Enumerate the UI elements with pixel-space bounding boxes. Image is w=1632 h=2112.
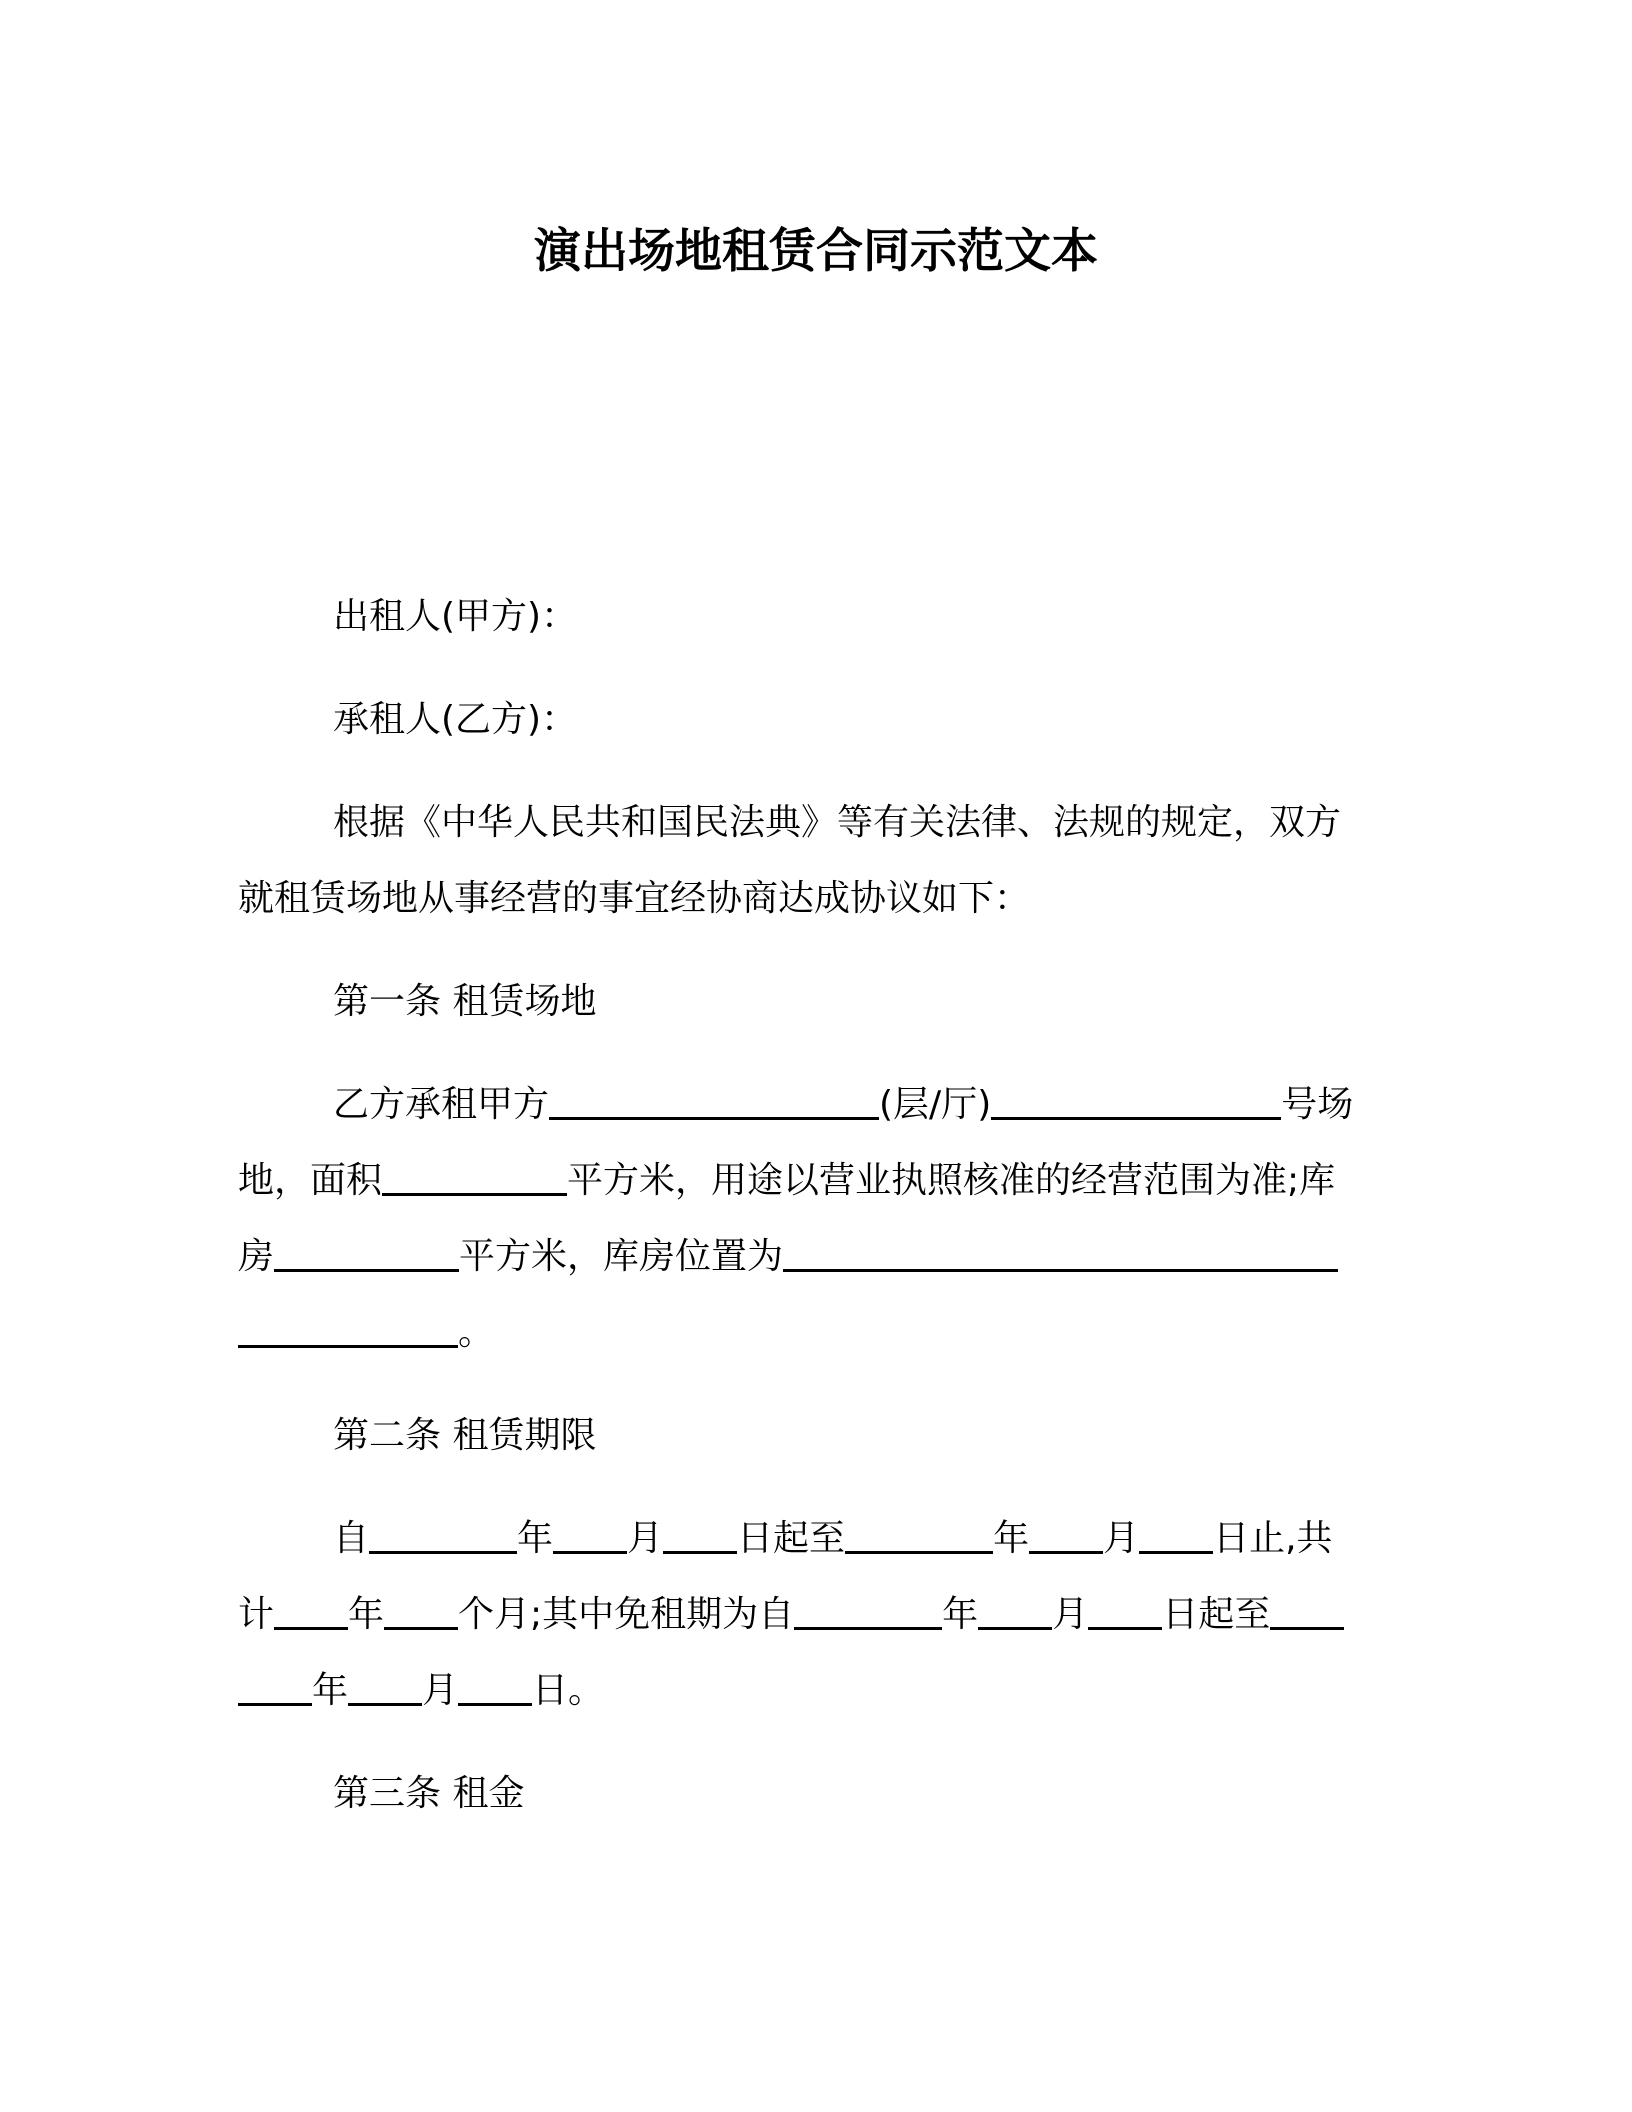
text-segment: 日。 bbox=[532, 1670, 605, 1711]
text-segment: 月 bbox=[627, 1518, 664, 1559]
article-1-line-1 bbox=[333, 1081, 1353, 1129]
lessee-label: 承租人(乙方)： bbox=[333, 699, 578, 740]
text-segment: 日起至 bbox=[1162, 1594, 1271, 1635]
article-2-line-2 bbox=[238, 1591, 1344, 1639]
article-1-line-4 bbox=[238, 1309, 494, 1357]
blank-field bbox=[794, 1595, 942, 1630]
text-segment: 年 bbox=[942, 1594, 979, 1635]
lessor-label: 出租人(甲方)： bbox=[333, 596, 578, 637]
article-1-line-3 bbox=[238, 1233, 1338, 1281]
text-segment: (层/厅) bbox=[879, 1084, 992, 1125]
blank-field bbox=[238, 1313, 458, 1348]
text-segment: 月 bbox=[1052, 1594, 1089, 1635]
text-segment: 号场 bbox=[1281, 1084, 1354, 1125]
text-segment: 年 bbox=[312, 1670, 349, 1711]
blank-field bbox=[369, 1519, 517, 1554]
text-segment: 房 bbox=[238, 1236, 275, 1277]
blank-field bbox=[783, 1237, 1338, 1272]
article-2-line-1 bbox=[333, 1515, 1333, 1563]
text-segment: 乙方承租甲方 bbox=[333, 1084, 550, 1125]
article-1-heading: 第一条 租赁场地 bbox=[333, 981, 597, 1022]
blank-field bbox=[1088, 1595, 1162, 1630]
blank-field bbox=[553, 1519, 627, 1554]
text-segment: 个月;其中免租期为自 bbox=[458, 1594, 795, 1635]
blank-field bbox=[845, 1519, 993, 1554]
blank-field bbox=[1270, 1595, 1344, 1630]
text-segment: 年 bbox=[348, 1594, 385, 1635]
blank-field bbox=[238, 1671, 312, 1706]
blank-field bbox=[458, 1671, 532, 1706]
blank-field bbox=[991, 1085, 1281, 1120]
blank-field bbox=[1029, 1519, 1103, 1554]
article-2-line-3 bbox=[238, 1667, 604, 1715]
text-segment: 年 bbox=[517, 1518, 554, 1559]
text-segment: 日止,共 bbox=[1213, 1518, 1333, 1559]
text-segment: 月 bbox=[422, 1670, 459, 1711]
preamble-line-2: 就租赁场地从事经营的事宜经协商达成协议如下： bbox=[238, 878, 1031, 919]
blank-field bbox=[1139, 1519, 1213, 1554]
text-segment: 。 bbox=[458, 1312, 495, 1353]
blank-field bbox=[663, 1519, 737, 1554]
text-segment: 计 bbox=[238, 1594, 275, 1635]
document-title: 演出场地租赁合同示范文本 bbox=[534, 224, 1098, 279]
article-3-heading: 第三条 租金 bbox=[333, 1773, 525, 1814]
text-segment: 自 bbox=[333, 1518, 370, 1559]
text-segment: 平方米，库房位置为 bbox=[459, 1236, 784, 1277]
text-segment: 平方米，用途以营业执照核准的经营范围为准;库 bbox=[567, 1160, 1336, 1201]
blank-field bbox=[549, 1085, 879, 1120]
text-segment: 日起至 bbox=[737, 1518, 846, 1559]
blank-field bbox=[978, 1595, 1052, 1630]
article-2-heading: 第二条 租赁期限 bbox=[333, 1415, 597, 1456]
preamble-line-1: 根据《中华人民共和国民法典》等有关法律、法规的规定，双方 bbox=[333, 802, 1342, 843]
text-segment: 年 bbox=[993, 1518, 1030, 1559]
text-segment: 地，面积 bbox=[238, 1160, 383, 1201]
blank-field bbox=[274, 1237, 459, 1272]
blank-field bbox=[384, 1595, 458, 1630]
blank-field bbox=[348, 1671, 422, 1706]
article-1-line-2 bbox=[238, 1157, 1335, 1205]
blank-field bbox=[382, 1161, 567, 1196]
text-segment: 月 bbox=[1103, 1518, 1140, 1559]
blank-field bbox=[274, 1595, 348, 1630]
